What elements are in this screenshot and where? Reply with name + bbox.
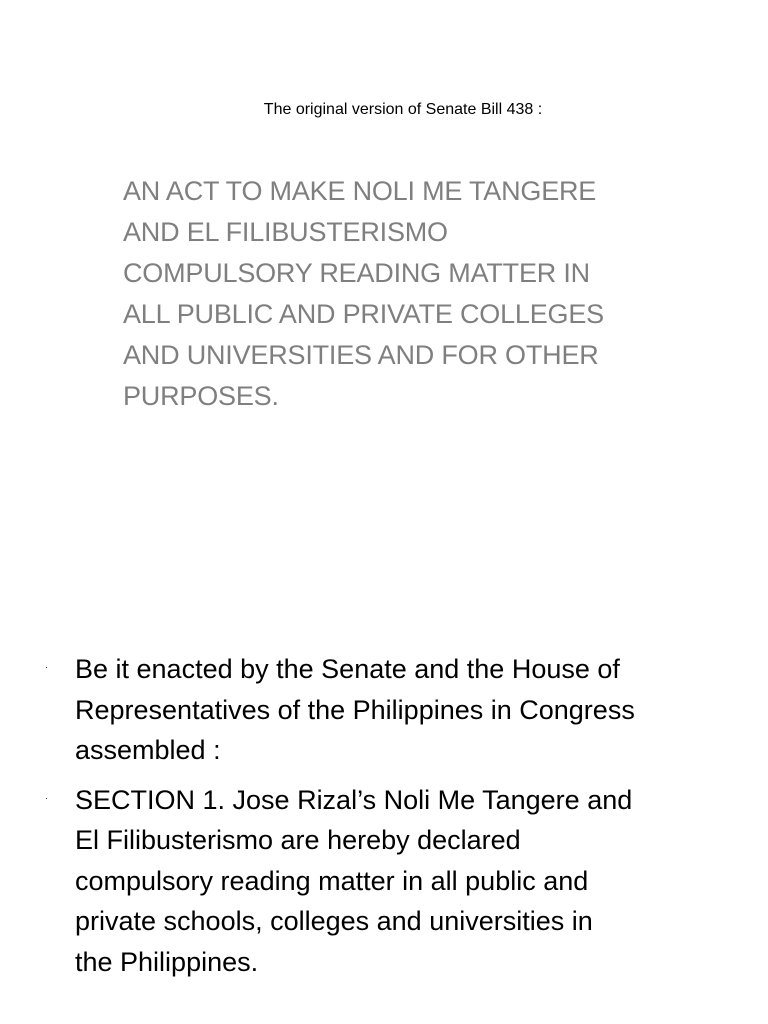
bill-subtitle: The original version of Senate Bill 438 : bbox=[263, 101, 543, 118]
enacting-clause-line: assembled : bbox=[75, 735, 221, 765]
bill-body-list bbox=[0, 649, 768, 982]
bill-title bbox=[123, 171, 663, 417]
section-1-line: the Philippines. bbox=[75, 946, 259, 977]
bill-title-line: PURPOSES. bbox=[123, 381, 279, 411]
bill-title-line: ALL PUBLIC AND PRIVATE COLLEGES bbox=[123, 299, 604, 329]
enacting-clause-line: Be it enacted by the Senate and the House of bbox=[75, 654, 620, 684]
section-1 bbox=[0, 780, 768, 983]
bill-title-line: AND UNIVERSITIES AND FOR OTHER bbox=[123, 340, 599, 370]
bill-title-line: AN ACT TO MAKE NOLI ME TANGERE bbox=[123, 176, 597, 206]
enacting-clause bbox=[0, 649, 768, 771]
bill-title-line: COMPULSORY READING MATTER IN bbox=[123, 258, 590, 288]
bullet-icon: · bbox=[45, 662, 48, 672]
section-1-line: SECTION 1. Jose Rizal’s Noli Me Tangere and bbox=[75, 784, 633, 815]
bill-title-line: AND EL FILIBUSTERISMO bbox=[123, 217, 448, 247]
section-1-line: private schools, colleges and universities in bbox=[75, 906, 593, 936]
bullet-icon: · bbox=[45, 792, 48, 803]
section-1-line: El Filibusterismo are hereby declared bbox=[75, 825, 521, 855]
enacting-clause-line: Representatives of the Philippines in Congress bbox=[75, 694, 635, 725]
section-1-line: compulsory reading matter in all public and bbox=[75, 865, 589, 896]
